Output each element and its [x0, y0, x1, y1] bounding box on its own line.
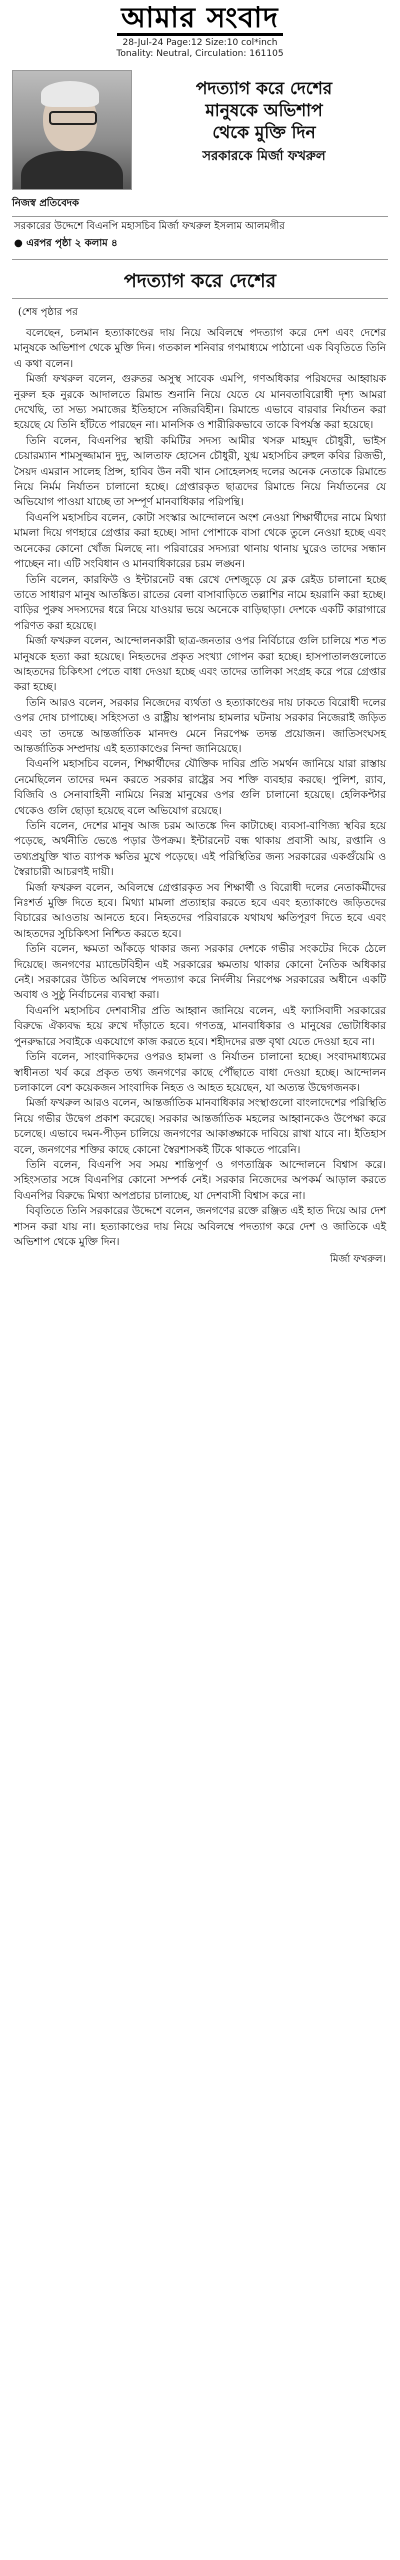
divider [12, 298, 388, 299]
article-paragraph: বিএনপি মহাসচিব দেশবাসীর প্রতি আহ্বান জানিয়ে বলেন, এই ফ্যাসিবাদী সরকারের বিরুদ্ধে ঐক্যবদ্ধ হয়ে রুখে দাঁড়াতে হবে। গণতন্ত্র, মানবাধিকার ও মানুষের ভোটাধিকার পুনরুদ্ধারে সবাইকে একযোগে কাজ করতে হবে। শহীদদের রক্ত বৃথা যেতে দেওয়া হবে না। [14, 1004, 386, 1048]
metadata-tonality: Tonality: Neutral, Circulation: 161105 [116, 49, 284, 59]
metadata-date-page: 28-Jul-24 Page:12 Size:10 col*inch [122, 38, 278, 48]
article-paragraph: বিএনপি মহাসচিব বলেন, শিক্ষার্থীদের যৌক্তিক দাবির প্রতি সমর্থন জানিয়ে যারা রাস্তায় নেমেছিলেন তাদের দমন করতে সরকার রাষ্ট্রের সব শক্তি ব্যবহার করছে। পুলিশ, র‍্যাব, বিজিবি ও সেনাবাহিনী নামিয়ে নিরস্ত্র মানুষের ওপর গুলি চালানো হয়েছে। হেলিকপ্টার থেকেও গুলি ছোড়া হয়েছে বলে অভিযোগ রয়েছে। [14, 758, 386, 817]
reporter-line [12, 196, 388, 213]
feature-lead: সরকারের উদ্দেশে বিএনপি মহাসচিব মির্জা ফখরুল ইসলাম আলমগীর [14, 221, 285, 232]
headline-line-2: মানুষকে অভিশাপ [205, 101, 323, 121]
article-paragraph: তিনি বলেন, দেশের মানুষ আজ চরম আতঙ্কে দিন কাটাচ্ছে। ব্যবসা-বাণিজ্য স্থবির হয়ে পড়েছে, অর্থনীতি ভেঙে পড়ার উপক্রম। ইন্টারনেট বন্ধ থাকায় প্রবাসী আয়, রপ্তানি ও তথ্যপ্রযুক্তি খাত ব্যাপক ক্ষতির মুখে পড়েছে। এই পরিস্থিতির জন্য সরকারের একগুঁয়েমি ও স্বৈরাচারী আচরণই দায়ী। [14, 820, 386, 879]
article-paragraph: তিনি বলেন, কারফিউ ও ইন্টারনেট বন্ধ রেখে দেশজুড়ে যে ব্লক রেইড চালানো হচ্ছে তাতে সাধারণ মানুষ আতঙ্কিত। রাতের বেলা বাসাবাড়িতে তল্লাশির নামে হয়রানি করা হচ্ছে। বাড়ির পুরুষ সদস্যদের ধরে নিয়ে যাওয়ার ভয়ে অনেকে বাড়িছাড়া। দেশকে একটি কারাগারে পরিণত করা হয়েছে। [14, 573, 386, 632]
article-paragraph: মির্জা ফখরুল বলেন, গুরুতর অসুস্থ সাবেক এমপি, গণঅধিকার পরিষদের আহ্বায়ক নুরুল হক নুরকে আদালতে রিমান্ড শুনানি নিয়ে যেতে যে মানবতাবিরোধী দৃশ্য আমরা দেখেছি, তা সভ্য সমাজের ইতিহাসে নজিরবিহীন। রিমান্ডে এভাবে বারবার নির্যাতন করা হয়েছে যে তিনি হাঁটতে পারছেন না। মানসিক ও শারীরিকভাবে তাকে বিপর্যস্ত করা হয়েছে। [14, 373, 386, 432]
headline-line-3: থেকে মুক্তি দিন [212, 123, 316, 143]
article-paragraph: তিনি বলেন, ক্ষমতা আঁকড়ে থাকার জন্য সরকার দেশকে গভীর সংকটের দিকে ঠেলে দিয়েছে। জনগণের ম্যান্ডেটবিহীন এই সরকারের ক্ষমতায় থাকার কোনো নৈতিক অধিকার নেই। সরকারের উচিত অবিলম্বে পদত্যাগ করে নির্দলীয় নিরপেক্ষ সরকারের অধীনে একটি অবাধ ও সুষ্ঠু নির্বাচনের ব্যবস্থা করা। [14, 943, 386, 1002]
clipping-metadata [8, 38, 392, 60]
article-paragraph: বিএনপি মহাসচিব বলেন, কোটা সংস্কার আন্দোলনে অংশ নেওয়া শিক্ষার্থীদের নামে মিথ্যা মামলা দিয়ে গণহারে গ্রেপ্তার করা হচ্ছে। সাদা পোশাকে বাসা থেকে তুলে নেওয়া হচ্ছে এবং অনেকের কোনো খোঁজ মিলছে না। পরিবারের সদস্যরা থানায় থানায় ঘুরেও তাদের সন্ধান পাচ্ছেন না। এটি সংবিধান ও মানবাধিকারের চরম লঙ্ঘন। [14, 511, 386, 571]
headline-line-1: পদত্যাগ করে দেশের [195, 79, 333, 99]
front-feature [8, 66, 392, 190]
subheadline: সরকারকে মির্জা ফখরুল [202, 149, 326, 164]
article-paragraph: মির্জা ফখরুল বলেন, অবিলম্বে গ্রেপ্তারকৃত সব শিক্ষার্থী ও বিরোধী দলের নেতাকর্মীদের নিঃশর্ত মুক্তি দিতে হবে। মিথ্যা মামলা প্রত্যাহার করতে হবে এবং হত্যাকাণ্ডে জড়িতদের বিচারের আওতায় আনতে হবে। নিহতদের পরিবারকে যথাযথ ক্ষতিপূরণ দিতে হবে এবং আহতদের সুচিকিৎসা নিশ্চিত করতে হবে। [14, 881, 386, 940]
inner-headline: পদত্যাগ করে দেশের [123, 270, 277, 292]
feature-headline-block [140, 70, 388, 190]
article-paragraph: বলেছেন, চলমান হত্যাকাণ্ডের দায় নিয়ে অবিলম্বে পদত্যাগ করে দেশ এবং দেশের মানুষকে অভিশাপ থেকে মুক্তি দিন। গতকাল শনিবার গণমাধ্যমে পাঠানো এক বিবৃতিতে তিনি এ কথা বলেন। [14, 327, 386, 370]
article-paragraph: মির্জা ফখরুল বলেন, আন্দোলনকারী ছাত্র-জনতার ওপর নির্বিচারে গুলি চালিয়ে শত শত মানুষকে হত্যা করা হয়েছে। নিহতদের প্রকৃত সংখ্যা গোপন করা হচ্ছে। হাসপাতালগুলোতে আহতদের চিকিৎসা পেতে বাধা দেওয়া হচ্ছে এবং তাদের তালিকা সংগ্রহ করে পরে গ্রেপ্তার করা হচ্ছে। [14, 635, 386, 694]
divider [12, 216, 388, 217]
article-paragraph: বিবৃতিতে তিনি সরকারের উদ্দেশে বলেন, জনগণের রক্তে রঞ্জিত এই হাত দিয়ে আর দেশ শাসন করা যায় না। হত্যাকাণ্ডের দায় নিয়ে অবিলম্বে পদত্যাগ করে দেশ ও জাতিকে এই অভিশাপ থেকে মুক্তি দিন। [14, 1205, 386, 1248]
article-paragraph: তিনি বলেন, বিএনপি সব সময় শান্তিপূর্ণ ও গণতান্ত্রিক আন্দোলনে বিশ্বাস করে। সহিংসতার সঙ্গে বিএনপির কোনো সম্পর্ক নেই। সরকার নিজেদের অপকর্ম আড়াল করতে বিএনপির বিরুদ্ধে মিথ্যা অপপ্রচার চালাচ্ছে, যা দেশবাসী বিশ্বাস করে না। [14, 1158, 386, 1202]
continuation-note: ● এরপর পৃষ্ঠা ২ কলাম ৪ [14, 238, 118, 249]
article-paragraph: মির্জা ফখরুল আরও বলেন, আন্তর্জাতিক মানবাধিকার সংস্থাগুলো বাংলাদেশের পরিস্থিতি নিয়ে গভীর উদ্বেগ প্রকাশ করেছে। সরকার আন্তর্জাতিক মহলের আহ্বানকেও উপেক্ষা করে চলেছে। এভাবে দমন-পীড়ন চালিয়ে জনগণের আকাঙ্ক্ষাকে দাবিয়ে রাখা যাবে না। ইতিহাস বলে, জনগণের শক্তির কাছে কোনো স্বৈরশাসকই টিকে থাকতে পারেনি। [14, 1097, 386, 1156]
article-signoff: মির্জা ফখরুল। [329, 1254, 386, 1266]
newspaper-logo: আমার সংবাদ [117, 3, 282, 36]
rest-of-page-label: (শেষ পৃষ্ঠার পর [18, 307, 78, 318]
article-body [14, 326, 386, 1250]
article-paragraph: তিনি বলেন, সাংবাদিকদের ওপরও হামলা ও নির্যাতন চালানো হচ্ছে। সংবাদমাধ্যমের স্বাধীনতা খর্ব করে প্রকৃত তথ্য জনগণের কাছে পৌঁছাতে বাধা দেওয়া হচ্ছে। আন্দোলন চলাকালে বেশ কয়েকজন সাংবাদিক নিহত ও আহত হয়েছেন, যা অত্যন্ত উদ্বেগজনক। [14, 1051, 386, 1094]
article-paragraph: তিনি বলেন, বিএনপির স্থায়ী কমিটির সদস্য আমীর খসরু মাহমুদ চৌধুরী, ভাইস চেয়ারম্যান শামসুজ্জামান দুদু, আলতাফ হোসেন চৌধুরী, যুগ্ম মহাসচিব রুহুল কবির রিজভী, সৈয়দ এমরান সালেহ প্রিন্স, হাবিব উন নবী খান সোহেলসহ দলের অনেক নেতাকে রিমান্ডে নিয়ে নির্মম নির্যাতন চালানো হচ্ছে। গ্রেপ্তারকৃত ছাত্রদের রিমান্ডে নিয়ে নির্যাতনের যে অভিযোগ পাওয়া যাচ্ছে তা সম্পূর্ণ মানবাধিকার পরিপন্থি। [14, 434, 386, 509]
article-paragraph: তিনি আরও বলেন, সরকার নিজেদের ব্যর্থতা ও হত্যাকাণ্ডের দায় ঢাকতে বিরোধী দলের ওপর দোষ চাপাচ্ছে। সহিংসতা ও রাষ্ট্রীয় স্থাপনায় হামলার ঘটনায় সরকার নিজেরাই জড়িত এবং তা তদন্তে আন্তর্জাতিক মানদণ্ড মেনে নিরপেক্ষ তদন্ত প্রয়োজন। জাতিসংঘসহ আন্তর্জাতিক সম্প্রদায় এই হত্যাকাণ্ডের নিন্দা জানিয়েছে। [14, 696, 386, 755]
portrait-photo [12, 70, 132, 190]
masthead [8, 0, 392, 38]
divider [12, 259, 388, 260]
reporter-name: নিজস্ব প্রতিবেদক [12, 198, 80, 209]
